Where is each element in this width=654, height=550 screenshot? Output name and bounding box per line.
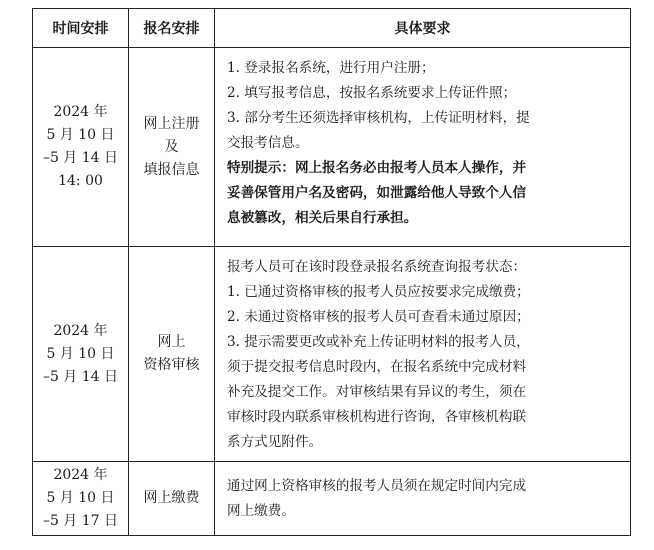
requirement-line: 网上缴费。 (227, 503, 295, 519)
registration-schedule-table (32, 8, 631, 536)
table-row (33, 48, 631, 247)
arrangement-cell (129, 247, 215, 462)
time-line: 5 月 10 日 (46, 345, 115, 362)
requirement-line: 通过网上资格审核的报考人员须在规定时间内完成 (227, 478, 527, 494)
requirement-line: 3. 部分考生还须选择审核机构，上传证明材料，提 (227, 110, 530, 126)
header-time: 时间安排 (33, 9, 129, 48)
time-line: –5 月 14 日 (42, 368, 119, 385)
time-line: 14: 00 (58, 173, 103, 189)
arrangement-line: 及 (164, 138, 179, 155)
requirements-cell (215, 48, 631, 247)
arrangement-cell (129, 462, 215, 536)
time-cell (33, 462, 129, 536)
requirement-line: 1. 登录报名系统，进行用户注册； (227, 60, 435, 76)
time-line: –5 月 14 日 (42, 150, 119, 166)
requirement-line: 补充及提交工作。对审核结果有异议的考生，须在 (227, 384, 527, 400)
arrangement-line: 填报信息 (143, 161, 200, 178)
requirement-line: 审核时段内联系审核机构进行咨询，各审核机构联 (227, 409, 527, 425)
requirement-line: 3. 提示需要更改或补充上传证明材料的报考人员， (227, 334, 530, 350)
special-notice-line: 特别提示：网上报名务必由报考人员本人操作，并 (227, 160, 527, 176)
requirement-line: 交报考信息。 (227, 135, 309, 151)
arrangement-line: 网上 (157, 334, 186, 350)
requirements-cell (215, 247, 631, 462)
requirement-line: 系方式见附件。 (227, 434, 323, 450)
time-line: 5 月 10 日 (46, 490, 115, 506)
time-line: 2024 年 (53, 322, 108, 339)
special-notice-line: 妥善保管用户名及密码，如泄露给他人导致个人信 (227, 185, 527, 201)
time-cell (33, 247, 129, 462)
arrangement-line: 资格审核 (143, 357, 200, 373)
requirement-line: 报考人员可在该时段登录报名系统查询报考状态： (227, 259, 527, 275)
arrangement-line: 网上缴费 (143, 490, 200, 506)
time-line: 5 月 10 日 (46, 127, 115, 143)
time-line: 2024 年 (53, 467, 108, 483)
requirement-line: 1. 已通过资格审核的报考人员应按要求完成缴费； (227, 284, 530, 300)
requirements-cell (215, 462, 631, 536)
time-line: 2024 年 (53, 104, 108, 120)
header-arrangement: 报名安排 (129, 9, 215, 48)
arrangement-cell (129, 48, 215, 247)
time-cell (33, 48, 129, 247)
table-header-row (33, 9, 631, 48)
requirement-line: 须于提交报考信息时段内，在报名系统中完成材料 (227, 359, 527, 375)
header-requirements: 具体要求 (215, 9, 631, 48)
arrangement-line: 网上注册 (143, 115, 200, 132)
requirement-line: 2. 填写报考信息，按报名系统要求上传证件照； (227, 85, 517, 101)
table-row (33, 462, 631, 536)
special-notice-line: 息被篡改，相关后果自行承担。 (227, 210, 418, 226)
requirement-line: 2. 未通过资格审核的报考人员可查看未通过原因； (227, 309, 530, 325)
time-line: –5 月 17 日 (42, 513, 119, 529)
table-row (33, 247, 631, 462)
